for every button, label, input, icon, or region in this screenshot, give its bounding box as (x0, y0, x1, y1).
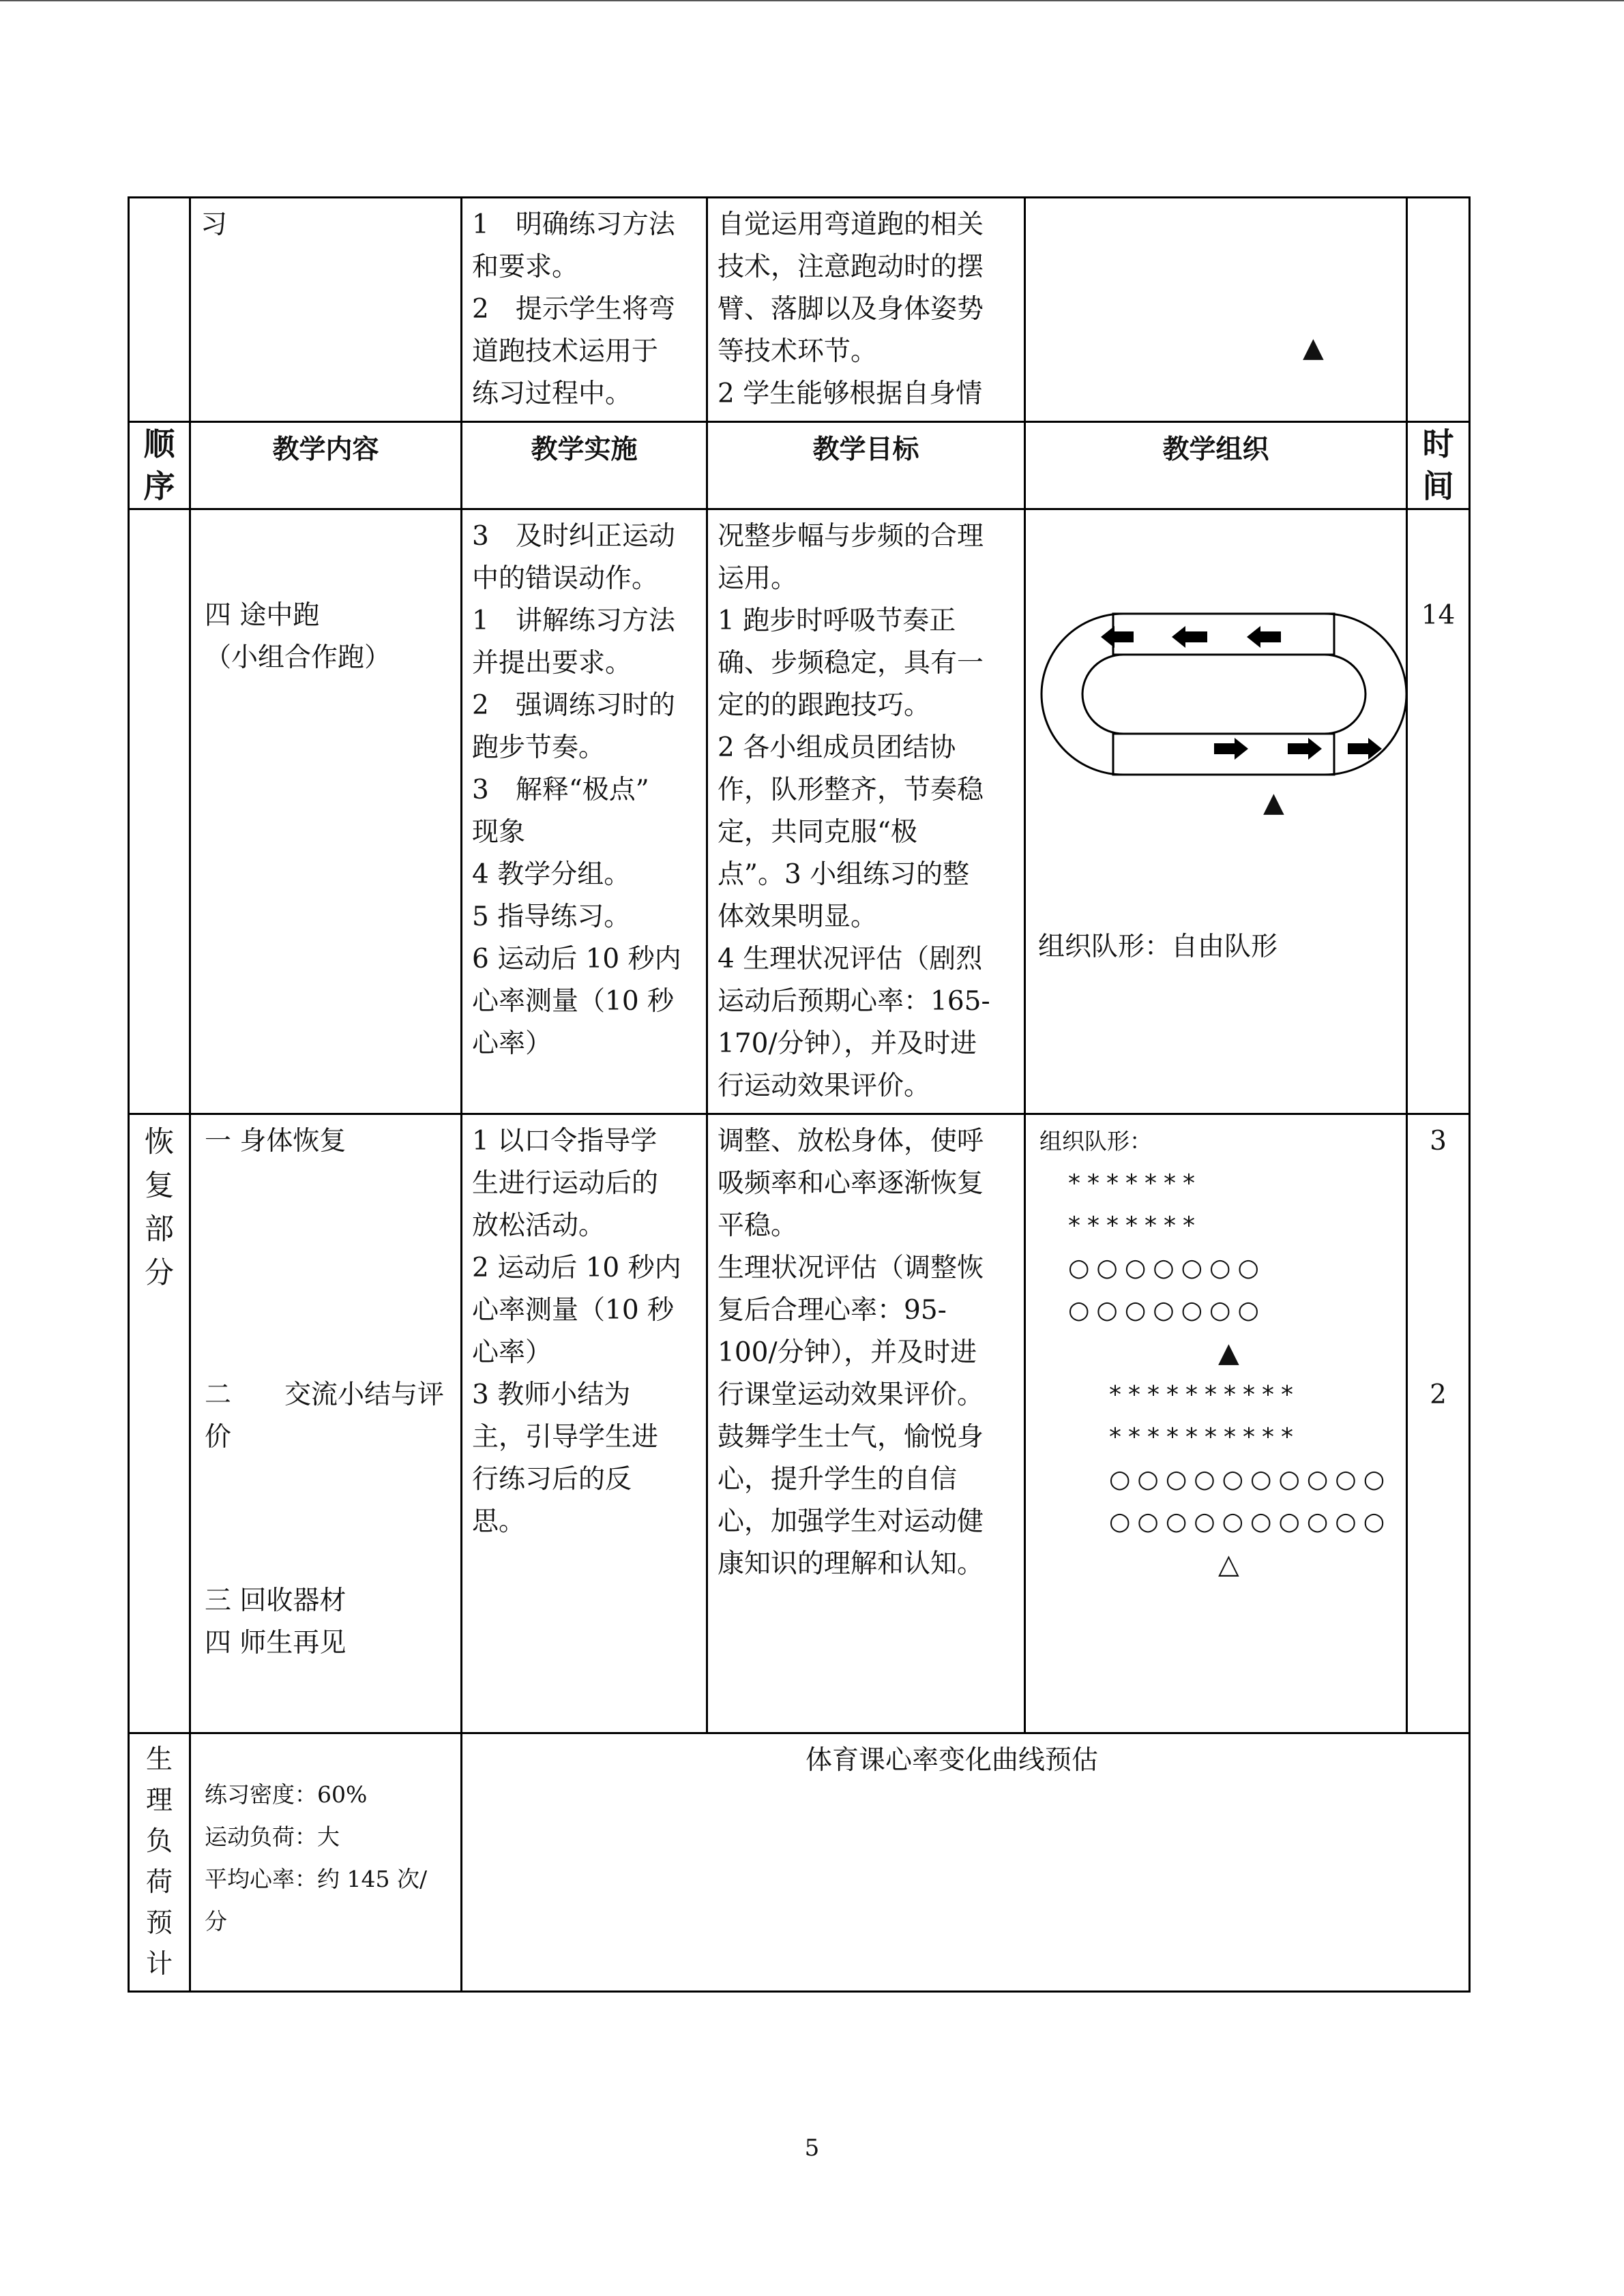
arrow-left-icon (1247, 626, 1281, 648)
load-stats-cell: 练习密度：60% 运动负荷：大 平均心率：约 145 次/ 分 (190, 1733, 462, 1992)
heart-rate-chart-title: 体育课心率变化曲线预估 (805, 1745, 1098, 1776)
page-number: 5 (804, 2134, 820, 2162)
time-cell: 3 2 (1407, 1114, 1470, 1733)
seq-cell (129, 509, 190, 1114)
table-row-midway-run (129, 509, 1470, 1114)
running-track-diagram (1038, 611, 1396, 788)
implementation-cell: 3 及时纠正运动 中的错误动作。 1 讲解练习方法 并提出要求。 2 强调练习时的 跑步节奏。 3 解释“极点” 现象 4 教学分组。 5 指导练习。 6 运动后 10 秒内 心率测量（10 秒 心率） (462, 509, 707, 1114)
seq-cell (129, 198, 190, 422)
table-row-recovery (129, 1114, 1470, 1733)
track-lane-top (1113, 614, 1334, 655)
heart-rate-chart-cell (462, 1733, 1470, 1992)
arrow-left-icon (1101, 626, 1134, 648)
arrow-right-icon (1288, 738, 1322, 760)
header-time: 时 间 (1407, 422, 1470, 509)
goal-cell: 况整步幅与步频的合理 运用。 1 跑步时呼吸节奏正 确、步频稳定，具有一 定的的跟跑技巧。 2 各小组成员团结协 作，队形整齐，节奏稳 定，共同克服“极 点”。3 小组练习的整 体效果明显。 4 生理状况评估（剧烈 运动后预期心率：165- 170/分钟），并及时进 行运动效果评价。 (707, 509, 1025, 1114)
time-cell: 14 (1407, 509, 1470, 1114)
goal-cell: 调整、放松身体，使呼 吸频率和心率逐渐恢复 平稳。 生理状况评估（调整恢 复后合理心率：95- 100/分钟），并及时进 行课堂运动效果评价。 鼓舞学生士气，愉悦身 心，提升学生的自信 心，加强学生对运动健 康知识的理解和认知。 (707, 1114, 1025, 1733)
table-row-continuation (129, 198, 1470, 422)
implementation-cell: 1 以口令指导学 生进行运动后的 放松活动。 2 运动后 10 秒内 心率测量（10 秒 心率） 3 教师小结为 主，引导学生进 行练习后的反 思。 (462, 1114, 707, 1733)
top-border-line (0, 0, 1624, 1)
track-inner-field (1082, 655, 1365, 734)
time-cell (1407, 198, 1470, 422)
header-seq: 顺 序 (129, 422, 190, 509)
section-label-load: 生 理 负 荷 预 计 (129, 1733, 190, 1992)
organization-cell (1025, 198, 1407, 422)
lesson-plan-table (128, 196, 1471, 1993)
formation-group-b: ********** ********** ○○○○○○○○○○ ○○○○○○○○○○ (1109, 1381, 1392, 1536)
content-cell: 四 途中跑 （小组合作跑） (190, 509, 462, 1114)
header-content: 教学内容 (190, 422, 462, 509)
formation-group-a: ******* ******* ○○○○○○○ ○○○○○○○ (1068, 1169, 1266, 1324)
section-label-recovery: 恢 复 部 分 (129, 1114, 190, 1733)
arrow-left-icon (1172, 626, 1207, 648)
formation-caption: 组织队形：自由队形 (1038, 931, 1278, 962)
teacher-marker-hollow: △ (1218, 1549, 1239, 1580)
header-implementation: 教学实施 (462, 422, 707, 509)
arrow-right-icon (1214, 738, 1248, 760)
teacher-marker-filled: ▲ (1218, 1337, 1239, 1369)
header-goal: 教学目标 (707, 422, 1025, 509)
teacher-marker: ▲ (1303, 332, 1324, 363)
implementation-cell: 1 明确练习方法 和要求。 2 提示学生将弯 道跑技术运用于 练习过程中。 (462, 198, 707, 422)
teacher-marker: ▲ (1263, 787, 1284, 818)
track-svg (1038, 611, 1407, 788)
header-row (129, 422, 1470, 509)
content-cell: 习 (190, 198, 462, 422)
formation-label: 组织队形： (1039, 1128, 1152, 1154)
header-organization: 教学组织 (1025, 422, 1407, 509)
content-cell: 一 身体恢复 二 交流小结与评 价 三 回收器材 四 师生再见 (190, 1114, 462, 1733)
organization-cell (1025, 1114, 1407, 1733)
table-row-physiological-load (129, 1733, 1470, 1992)
organization-cell (1025, 509, 1407, 1114)
goal-cell: 自觉运用弯道跑的相关 技术，注意跑动时的摆 臂、落脚以及身体姿势 等技术环节。 2 学生能够根据自身情 (707, 198, 1025, 422)
